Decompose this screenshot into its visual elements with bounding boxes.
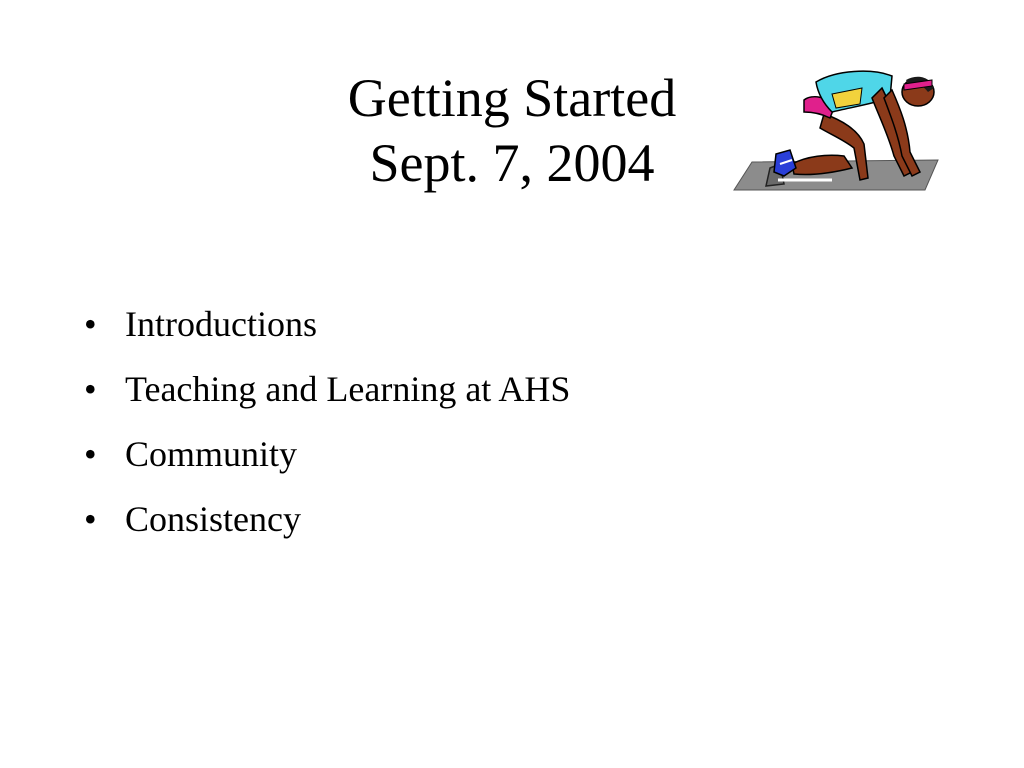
title-line-1: Getting Started (347, 68, 677, 128)
bullet-text: Consistency (125, 499, 301, 539)
title-line-2: Sept. 7, 2004 (369, 133, 655, 193)
bullet-marker: • (84, 499, 97, 539)
bullet-text: Teaching and Learning at AHS (125, 369, 571, 409)
bullet-text: Community (125, 434, 298, 474)
bullet-marker: • (84, 304, 97, 344)
sprinter-starting-block-icon (732, 68, 942, 194)
slide-title (212, 66, 812, 196)
bullet-text: Introductions (125, 304, 317, 344)
bullet-marker: • (84, 434, 97, 474)
bullet-marker: • (84, 369, 97, 409)
